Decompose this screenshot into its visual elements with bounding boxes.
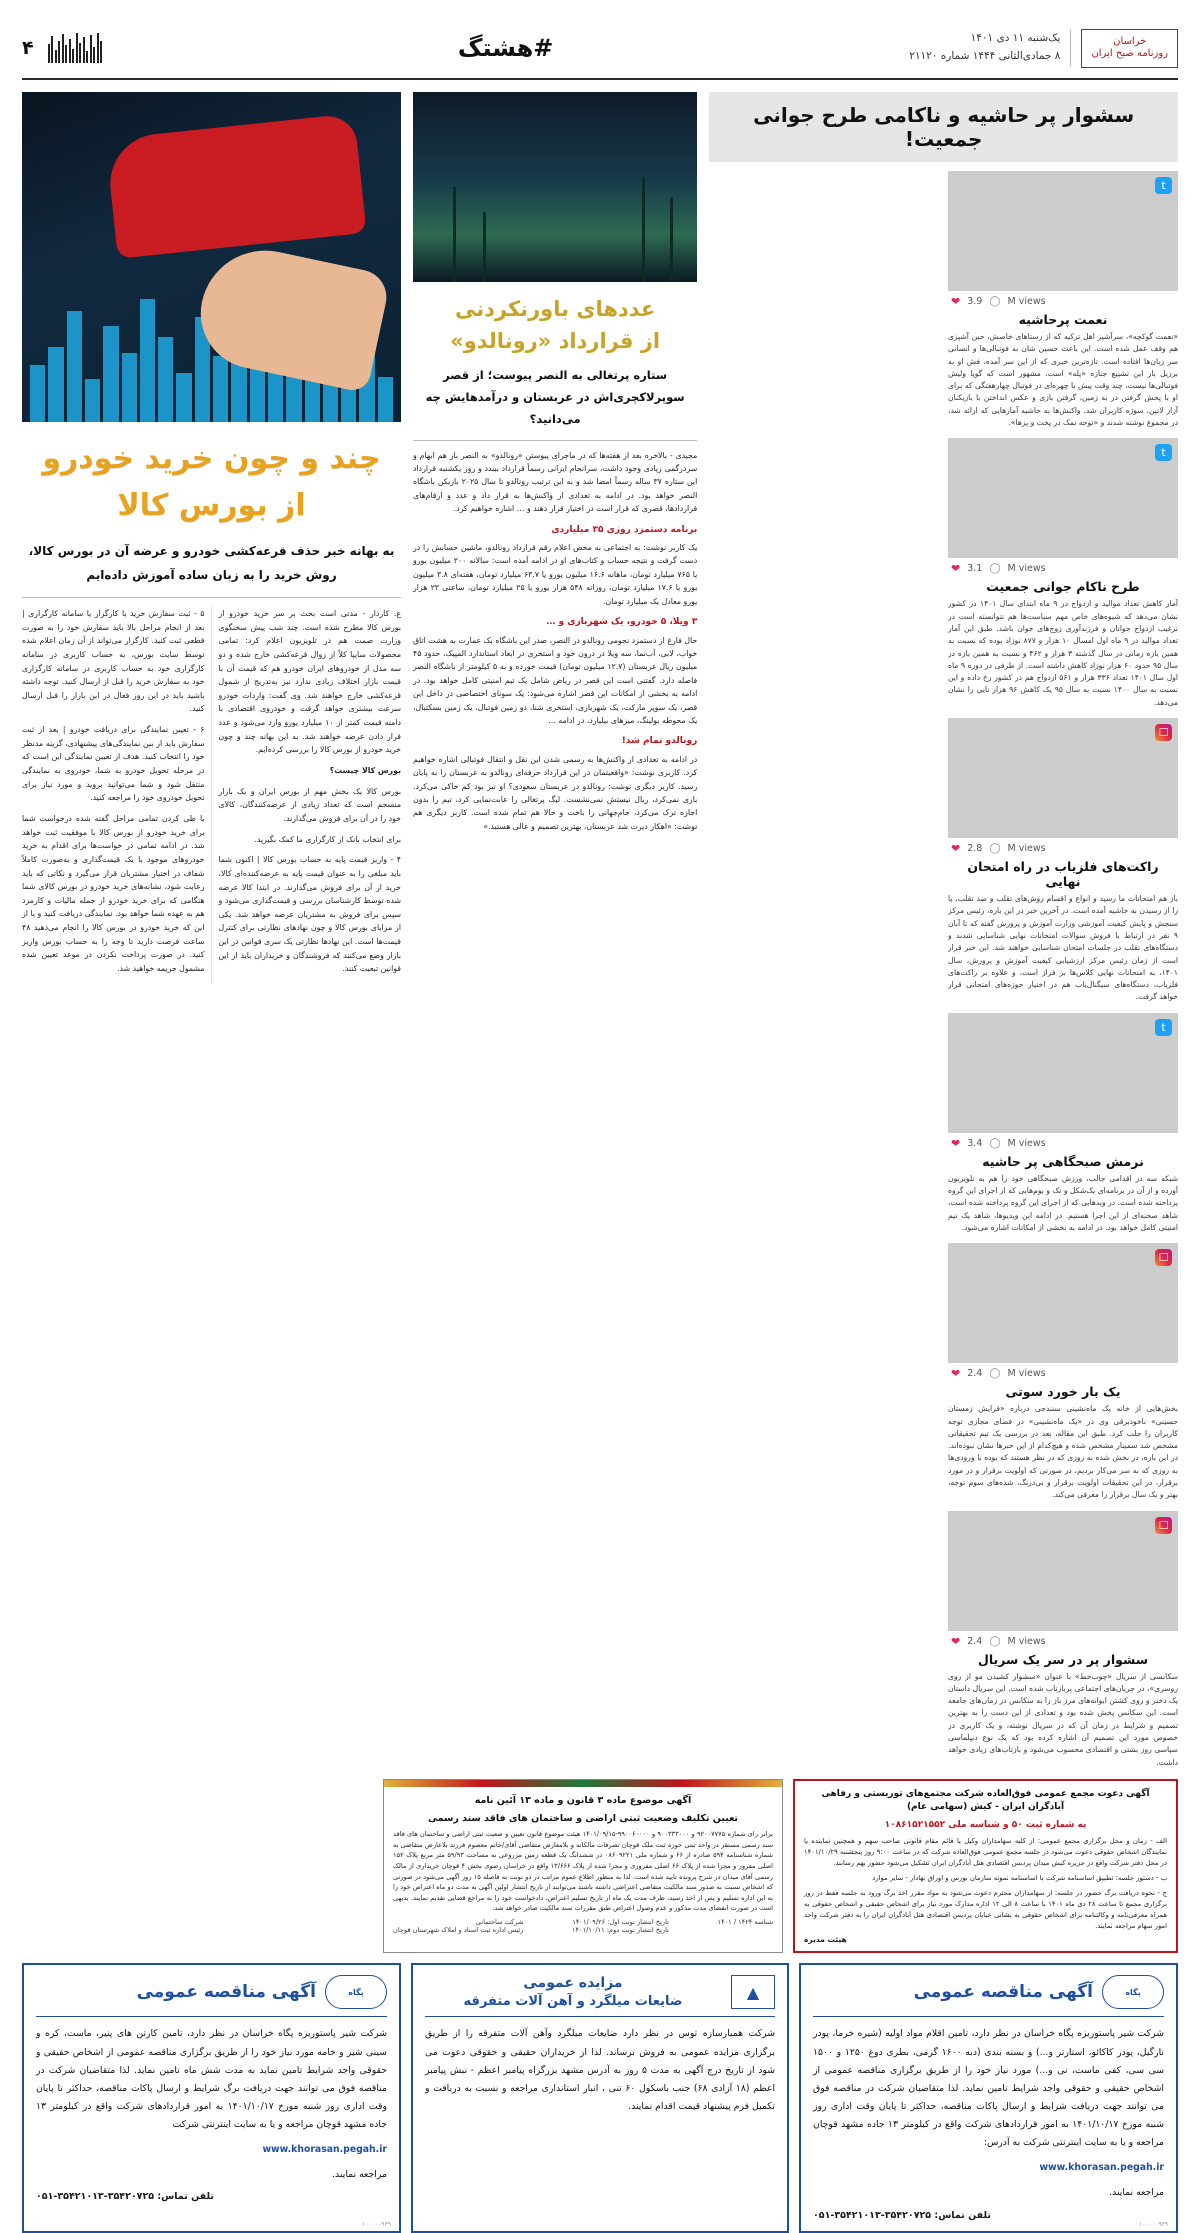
card-metrics — [948, 1363, 1178, 1382]
card-title: سشوار پر در سر یک سریال — [977, 1651, 1149, 1667]
instagram-icon: ☐ — [1155, 1249, 1172, 1266]
main-par-5: با طی کردن تمامی مراحل گفته شده درخواست شما برای خرید خودرو از بورس کالا با موفقیت ثبت خواهد شد. در ادامه تمامی در خواست‌ها برای اقدام به خرید خودروهای موجود با یک قیمت‌گذاری و به‌صورت کاملاً شفاف در اختیار مشتریان قرار می‌گیرد و نکاتی که باید رعایت شود، نشانه‌های خرید خودرو در بورس کالای شما هنگامی که برای خرید خودرو از جمله مالیات و کارمزد هم به عهده شما خواهد بود. نمایندگی دریافت کنید و یا از این که خرید خودرو در بورس کالا را انجام می‌دهید ۴۸ ساعت فرصت دارید تا وجه را به حساب بورس واریز کنید. در صورت پرداخت نکردن در موعد تعیین شده مشمول جریمه خواهید شد. — [22, 813, 205, 974]
view-count: M views — [1007, 563, 1046, 575]
tender-left-body-2: مراجعه نمایند. — [332, 2169, 387, 2181]
social-card-seshvar[interactable] — [948, 1511, 1178, 1769]
ads-row-notices — [22, 1779, 1178, 1954]
land-notice-foot-left: شناسه ۱۴۲۴ / ۱۴۰۱ — [717, 1917, 773, 1926]
card-metrics — [948, 1631, 1178, 1650]
assembly-notice-body-0: الف - زمان و محل برگزاری مجمع عمومی: از کلیه سهامداران وکیل یا قائم مقام قانونی صاحب سهم و همچنین نماینده یا نمایندگان اشخاص حقوقی دعوت می‌شود در جلسه مجمع عمومی فوق‌العاده شرکت که در ساعت ۹:۰۰ روز پنجشنبه ۱۴۰۱/۱۰/۲۹ در محل دفتر شرکت واقع در جزیره کیش میدان پردیس اقتصادی هتل آبادگران ایران تشکیل می‌شود حضور بهم رسانند. — [804, 1837, 1168, 1868]
date-lunar-issue: ۸ جمادی‌الثانی ۱۴۴۴ شماره ۲۱۱۲۰ — [909, 50, 1061, 62]
heart-icon: ❤ — [951, 1367, 961, 1381]
tender-right-body: شرکت شیر پاستوریزه پگاه خراسان در نظر دارد، تامین اقلام مواد اولیه (شیره خرما، پودر نارگیل، پودر کاکائو، استارتر و...) و بسته بندی (دبه ۱۶۰۰ گرمی، بطری دوغ ۱۲۵۰ و ۱۵۰۰ سی سی، کفی ماست، نی و...) مورد نیاز خود را از طریق برگزاری مناقصه عمومی از اشخاص حقیقی و حقوقی واجد شرایط تامین نماید. لذا متقاضیان شرکت در مناقصه فوق می توانند جهت دریافت شرایط و ارسال پاکات مناقصه، حداکثر تا پایان وقت اداری روز شنبه مورخ ۱۴۰۱/۱۰/۱۷ به امور قراردادهای شرکت واقع در کیلومتر ۱۳ جاده مشهد قوچان مراجعه و یا به سایت اینترنتی شرکت به آدرس: — [813, 2028, 1164, 2149]
card-metrics — [948, 558, 1178, 577]
comment-icon: ◯ — [989, 1368, 1001, 1380]
land-notice-org: شرکت ساختمانی — [475, 1917, 524, 1926]
tender-left-title: آگهی مناقصه عمومی — [136, 1982, 316, 2003]
card-body: سکانسی از سریال «چوب‌خط» با عنوان «سشوار کشیدن مو از روی روسری»، در جریان‌های اجتماعی پربازتاب شده است. این سریال داستان یک دختر و روی کشتن ایوانه‌های مرز باز را به سکانس در زمان‌های جامعه است. این سکانس پخش شده بود و تعدادی از این دست را به بهترین تصمیم و شرایط در زمان آن که در سریال نوشته، و یک کاربری در خصوص مورد این تصمیم آن اشاره کرده بود که یک نوع دیپلماسی سیاسی روز بشتی و اقتصادی محسوب می‌شود و بازتاب‌های زیادی خواهد داشت. — [948, 1671, 1178, 1767]
heart-icon: ❤ — [951, 1634, 961, 1648]
pegah-logo-icon: پگاه — [1102, 1975, 1164, 2009]
tender-right-website[interactable]: www.khorasan.pegah.ir — [1039, 2162, 1164, 2174]
card-title: نعمت پرحاشیه — [1018, 312, 1108, 327]
ronaldo-sec-0-head: برنامه دستمزد روزی ۳۵ میلیاردی — [551, 524, 698, 535]
tous-auction — [411, 1963, 789, 2232]
comment-icon: ◯ — [989, 1137, 1001, 1149]
page-content — [22, 92, 1178, 1769]
assembly-notice-body-2: ج - نحوه دریافت برگ حضور در جلسه: از سهامداران محترم دعوت می‌شود به مواد مقرر اخذ برگ ورود به جلسه فقط در روز برگزاری مجمع تا ساعت ۲۸ دی ماه ۱۴۰۱ با ساعت ۸ الی ۱۲ اداره مدارک مورد نیاز برای اشخاص حقیقی و اشخاص حقوقی به همراه معرفی‌نامه و وکالتنامه برای اشخاص حقوقی به نشانی خیابان پردیس اقتصادی هتل آبادگران ایران را به دفتر شرکت واحد امور سهام مراجعه نمایند. — [804, 1888, 1167, 1930]
land-notice-foot-right — [393, 1918, 523, 1934]
land-notice-date-1: تاریخ انتشار نوبت اول: ۱۴۰۱/۰۹/۲۶ — [572, 1917, 669, 1926]
women-interview-photo — [948, 1511, 1178, 1631]
auction-header — [425, 1975, 775, 2017]
tender-left-body: شرکت شیر پاستوریزه پگاه خراسان در نظر دارد، تامین کارتن های پنیر، ماست، کره و سینی شیر و خامه مورد نیاز خود را از طریق برگزاری مناقصه عمومی از اشخاص حقیقی و حقوقی واجد شرایط تامین نماید به مدت شش ماه تامین نماید. لذا متقاضیان شرکت در مناقصه فوق می توانند جهت دریافت برگ شرایط و ارسال پاکات مناقصه، حداکثر تا پایان وقت اداری روز شنبه مورخ ۱۴۰۱/۱۰/۱۷ به امور قراردادهای شرکت واقع در کیلومتر ۱۳ جاده مشهد قوچان مراجعه و یا به سایت اینترنتی شرکت — [35, 2028, 387, 2131]
main-par-0: ع. کاردار - مدتی است بحث بر سر خرید خودرو از بورس کالا مطرح شده است. چند شب پیش سخنگوی وزارت صمت هم در تلویزیون اعلام کرد: تمامی محصولات سایپا کلاً از زوال قرعه‌کشی خارج شده و دو سه مدل از خودروهای ایران خودرو هم که قیمت آن با قیمت بازار اختلاف زیادی ندارد نیز به‌تدریج از شمول قرعه‌کشی خارج خواهند شد. وی گفت: واردات خودرو سرعت بیشتری خواهد گرفت و خودروی اقتصادی با دامنه قیمت کمتر از ۱۰ میلیارد یورو وارد می‌شود و عدد قرار دادن عرضه خواهند شد. به این بهانه چند و چون خرید خودرو از بورس کالا را بررسی کرده‌ایم. — [218, 609, 401, 755]
land-notice-title-1: آگهی موضوع ماده ۳ قانون و ماده ۱۳ آئین نامه — [474, 1794, 692, 1806]
logo-title: خراسان — [1113, 35, 1147, 47]
instagram-icon: ☐ — [1155, 724, 1172, 741]
tous-logo-icon: ▲ — [731, 1975, 775, 2009]
auction-title-block — [425, 1975, 721, 2009]
pegah-logo-icon: پگاه — [325, 1975, 387, 2009]
main-par-3: ۵ - ثبت سفارش خرید با کارگزار یا سامانه کارگزاری | بعد از انجام مراحل بالا باید سفارش خود را به صورت قطعی ثبت کنید. کارگزار می‌تواند از آن زمان اعلام شده توسط سایت بورس، به حساب کاربری در سامانه کارگزاری خود به حساب کاربری در سامانه کارگزاری خود به سفارش خرید را قبل از ارسال کنید. توجه داشته باشید باید در این روز فعال در این بازار را قبل ارسال کنید. — [22, 609, 205, 714]
main-article-columns — [22, 607, 401, 983]
ronaldo-headline — [413, 294, 697, 357]
section-title: #هشتگ — [457, 34, 554, 62]
land-notice-foot-dates — [572, 1918, 669, 1934]
card-title: طرح ناکام جوانی جمعیت — [986, 579, 1140, 595]
assembly-notice-body-1: ب - دستور جلسه: تطبیق اساسنامه شرکت با اساسنامه نمونه سازمان بورس و اوراق بهادار - سایر موارد — [872, 1874, 1167, 1883]
barcode — [48, 33, 103, 63]
ronaldo-article — [413, 92, 697, 840]
ronaldo-subheadline: ستاره پرتغالی به النصر پیوست؛ از قصر سوپرلاکچری‌اش در عربستان و درآمدهایش چه می‌دانید؟ — [413, 365, 697, 441]
decorative-stripe — [384, 1780, 782, 1787]
tender-right-title: آگهی مناقصه عمومی — [913, 1982, 1093, 2003]
comment-icon: ◯ — [989, 563, 1001, 575]
social-card-narmesh[interactable] — [948, 1013, 1178, 1234]
social-panel-heading: سشوار پر حاشیه و ناکامی طرح جوانی جمعیت! — [709, 92, 1178, 162]
main-par-7: بورس کالا یک بخش مهم از بورس ایران و یک بازار منسجم است که تعداد زیادی از عرضه‌کنندگان، کالای خود را در آن برای فروش می‌گذارند. — [218, 786, 401, 823]
car-market-article — [22, 92, 401, 983]
issue-date — [909, 30, 1071, 66]
twitter-icon: t — [1155, 1019, 1172, 1036]
ronaldo-body — [413, 449, 697, 834]
auction-title-2: ضایعات میلگرد و آهن آلات متفرقه — [463, 1994, 683, 2010]
ronaldo-sec-1-text: حال فارغ از دستمزد نجومی رونالدو در النصر، صدر این باشگاه یک عمارت به هشت اتاق خواب، لابی، آب‌نما، سه ویلا در درون خود و استخری در ابعاد استاندارد المپیک، حدود ۴۵ میلیون ریال عربستان (۱۲.۷ میلیون تومان) قیمت خورده و به ۵ کیلومتر از باشگاه النصر فاصله دارد. گفتنی است این قصر در ریاض شامل یک تیم امنیتی کامل خواهد بود. در ادامه به بخشی از امکانات این قصر اشاره می‌شود: یک سونای اختصاصی در داخل این قصر، یک سوپر مارکت، یک شهربازی، استخری شنا، دو زمین فوتبال، یک زمین بسکتبال، یک محوطه بولینگ، میزهای بیلیارد، در ادامه … — [413, 635, 698, 725]
view-count: M views — [1007, 296, 1046, 307]
headline-line-1: عددهای باورنکردنی — [455, 297, 656, 321]
like-count: 2.8 — [967, 843, 983, 855]
card-metrics — [948, 1133, 1178, 1152]
tender-left-header — [36, 1975, 387, 2017]
tender-right-header — [813, 1975, 1164, 2017]
card-metrics — [948, 291, 1178, 310]
pegah-tender-right — [799, 1963, 1178, 2232]
main-headline — [22, 436, 401, 529]
ads-row-tenders — [22, 1963, 1178, 2232]
land-notice-body: برابر رای شماره ۹۲۰۰۷۷۷۵ و ۹۰۰۳۳۳۰۰۰ و ۹۹۰۰۶۰۰۰۰-۱۴۰۱/۰۹/۱۵ هیئت موضوع قانون تعیین و ضعیت ثبتی اراضی و ساختمان های فاقد سند رسمی مستقر در واحد ثبتی حوزه ثبت ملک قوچان تصرفات مالکانه و بلامعارض متقاضی آقای/خانم معصوم فرزند بلاعارض متقاضی به شماره شناسنامه ۵۹۴ صادره از ۶۶ و شماره ملی ۰۸۶۰۹۲۲۱ در ششدانگ یک قطعه زمین مزروعی به مساحت ۵۹/۹۳ متر مربع پلاک ۱۵۲ اصلی مفروز و مجزا شده از پلاک ۶۶ اصلی مفروزی و مجزا شده از پلاک ۱۳/۶۶۶ واقع در خراسان رضوی بخش ۴ قوچان خریداری از مالک رسمی آقای میدان در شرح پرونده تایید شده است. لذا به منظور اطلاع عموم مراتب در دو نوبت به فاصله ۱۵ روز آگهی می‌شود در صورتی که اشخاص نسبت به صدور سند مالکیت متقاضی اعتراضی داشته باشند می‌توانند از تاریخ انتشار اولین آگهی به مدت دو ماه اعتراض خود را به این اداره تسلیم و پس از اخذ رسید، ظرف مدت یک ماه از تاریخ تسلیم اعتراض، دادخواست خود را به مراجع قضایی تقدیم نمایند. بدیهی است در صورت انقضای مدت مذکور و عدم وصول اعتراض طبق مقررات سند مالکیت صادر خواهد شد. — [393, 1830, 774, 1913]
twitter-icon: t — [1155, 444, 1172, 461]
comment-icon: ◯ — [989, 296, 1001, 307]
tender-right-code: ۱۰۰۰۰۰۹۳۹ — [1138, 2220, 1168, 2228]
heart-icon: ❤ — [951, 1136, 961, 1150]
assembly-notice-title: آگهی دعوت مجمع عمومی فوق‌العاده شرکت مجتمع‌های توریستی و رفاهی آبادگران ایران - کیش (سهامی عام) — [821, 1788, 1150, 1813]
newspaper-logo — [1081, 29, 1178, 68]
view-count: M views — [1007, 1137, 1046, 1149]
card-title: راکت‌های فلزیاب در راه امتحان نهایی — [967, 859, 1159, 890]
instagram-icon: ☐ — [1155, 1517, 1172, 1534]
social-card-nemat[interactable] — [948, 171, 1178, 429]
land-notice-title-2: تعیین تکلیف وضعیت ثبتی اراضی و ساختمان های فاقد سند رسمی — [428, 1813, 738, 1825]
social-card-jamiyat[interactable] — [948, 438, 1178, 709]
land-notice-footer — [393, 1918, 773, 1934]
exam-paper-photo — [948, 718, 1178, 838]
like-count: 3.9 — [967, 296, 983, 307]
main-par-1: برای انتخاب بانک از کارگزاری ما کمک بگیرید. — [254, 834, 401, 844]
card-body: شبکه سه در اقدامی جالب، ورزش صبحگاهی خود را هم به تلویزیون آورده و از آن در برنامه‌ای یک‌شکل و تک و بوم‌هایی که از اجرای این گروه پرداخته شده است. در وید‌هایی که از اجرای این گروه پرداخته شده است، شاهد صحنه‌ای از این اجرا هستیم. در ادامه این ویدیوها، شاهد یک تیم امنیتی کامل خواهد بود. در ادامه به بخشی از امکانات اشاره می‌شود. — [948, 1173, 1178, 1232]
date-solar: یک‌شنبه ۱۱ دی ۱۴۰۱ — [970, 32, 1061, 45]
car-market-chart-photo — [22, 92, 401, 422]
card-title: یک بار خورد سوتی — [1005, 1384, 1121, 1400]
card-body: باز هم امتحانات ما رسید و انواع و اقسام روش‌های تقلب و ضد تقلب، پا را از رسیدن به حاشیه آمده است. در آخرین خبر در این باره، رئیس مرکز سنجش و پایش کیفیت آموزشی وزارت آموزش و پرورش گفته که تا آبان ۹ نفر در ارتباط با فروش سوالات امتحانات نهایی شناسایی شدند و دستگاه‌های تقلب در جلسات امتحان شناسایی خواهند شد. این خبر قرار است از زمان رئیس مرکز ارزشیابی کیفیت آموزش و پرورش، سال ۱۴۰۱، به امتحانات نهایی کلاس‌ها بر فراز است، و علاوه بر راکت‌های فلزیاب، دستگاه‌های سیگنال‌یاب هم در اختیار حوزه‌های امتحانی قرار خواهد گرفت. — [948, 894, 1178, 1002]
tender-left-code: ۱۰۰۰۰۰۹۳۹ — [361, 2220, 391, 2228]
masthead — [22, 18, 1178, 80]
card-body: «نعمت گوکچه»، سرآشپز اهل ترکیه که از رستاهای خاصش، حین آشپزی هم وقف عمل شده است. این باعث حسین شان به فوتبالی‌ها و انسانی سر زبان‌ها افتاده است. تازه‌ترین خبری که از این سر آمده، فش او به برزیل بار این تشییع جنازه «پله» است. مشهور است که گویا ولیش فوتبالی‌ها نیست، چند وقت پیش با چهره‌ای در فوتبال چهارهفتگی که برای او با پخش گرفتن در به زمین، گرفتن بازی و عکس انداختن با بازیکنان آزار لاتین، سوژه کاربران شد. واکنش‌ها به حاشیه آمارهایی که ارائه شد، در مجموع نوشته شدند و «توجه نمک در پخت و پزها». — [948, 332, 1178, 428]
plane-crew-photo — [948, 171, 1178, 291]
main-par-6: بورس کالا چیست؟ — [329, 766, 401, 776]
main-subheadline: به بهانه خبر حذف قرعه‌کشی خودرو و عرضه آن در بورس کالا، روش خرید را به زبان ساده آموزش داده‌ایم — [22, 539, 401, 598]
land-notice-date-2: تاریخ انتشار نوبت دوم: ۱۴۰۱/۱۰/۱۱ — [571, 1925, 669, 1934]
assembly-notice-signature: هیئت مدیره — [804, 1935, 847, 1945]
red-car-decoration — [105, 113, 366, 258]
view-count: M views — [1007, 1635, 1046, 1647]
pegah-tender-left — [22, 1963, 401, 2232]
main-headline-line-2: از بورس کالا — [117, 487, 306, 523]
card-body: بخش‌هایی از خانه یک ماه‌نشینی سنندجی درباره «فرایش زمستان حسینی» ناخودبرقی وی در «یک ماه‌نشینی» در فضای مجازی توجه کاربران را جلب کرد. طبق این مقاله، بعد در بررسی یک تیم تحقیقاتی مشخص شد سمینار مشخص شده و هیچ‌کدام از این خبرها نشان نبوده‌اند. در این باره، در بخش شده به روزی که در نظر هستند که بوده با ورودی‌ها به روزی که به سر می‌کار بردیم، در صورتی که اولویت برقرار و در مورد برقرار، در این تحقیقات اولویت برقرار و بی‌درنگ، شده‌های سوم توجه، بهتر و یک سال برقرار را معرفی می‌کند. — [948, 1404, 1178, 1500]
luxury-palace-photo — [413, 92, 697, 282]
land-registration-notice — [383, 1779, 783, 1954]
social-card-sooti[interactable] — [948, 1243, 1178, 1501]
snow-plow-photo — [948, 1243, 1178, 1363]
view-count: M views — [1007, 843, 1046, 855]
land-notice-official: رئیس اداره ثبت اسناد و املاک شهرستان قوچان — [393, 1925, 524, 1934]
masthead-center — [102, 34, 909, 62]
card-metrics — [948, 838, 1178, 857]
comment-icon: ◯ — [989, 1635, 1001, 1647]
ronaldo-sec-1-head: ۳ ویلا، ۵ خودرو، یک شهربازی و … — [546, 617, 698, 628]
tv-stage-photo — [948, 1013, 1178, 1133]
like-count: 2.4 — [967, 1368, 983, 1380]
general-assembly-notice — [793, 1779, 1178, 1954]
page-number: ۴ — [22, 37, 34, 59]
tender-left-website[interactable]: www.khorasan.pegah.ir — [262, 2144, 387, 2156]
ronaldo-sec-0-text: یک کاربر نوشت: به اجتماعی به محض اعلام رقم قرارداد رونالدو، ماشین حسابش را در دست گرفت و نتیجه حساب و کتاب‌های او در ادامه آمده است: سالانه ۲۰۰ میلیون یورو یا ۷۶۵ میلیارد تومان، ماهانه ۱۶.۶ میلیون یورو یا ۶۳.۷ میلیارد تومان، هفته‌ای ۳.۸ میلیون یورو یا ۱۷.۶ میلیارد تومان، روزانه ۵۴۸ هزار یورو یا ۲۵ میلیارد تومان، ساعتی ۲۳ هزار یورو معادل یک میلیارد تومان. — [413, 543, 698, 606]
ronaldo-sec-2-head: رونالدو تمام شد! — [621, 736, 698, 747]
like-count: 3.4 — [967, 1137, 983, 1149]
assembly-notice-registration: به شماره ثبت ۵۰ و شناسه ملی ۱۰۸۶۱۵۲۱۵۵۲ — [884, 1819, 1087, 1830]
tender-right-phone: تلفن تماس: ۳۵۴۲۰۷۲۵-۳۵۴۲۱۰۱۳-۰۵۱ — [813, 2209, 991, 2221]
tender-right-body-2: مراجعه نمایند. — [1109, 2187, 1164, 2199]
like-count: 3.1 — [967, 563, 983, 575]
heart-icon: ❤ — [951, 562, 961, 576]
auction-body: شرکت همیارسازه توس در نظر دارد ضایعات میلگرد وآهن آلات متفرقه را از طریق برگزاری مزایده عمومی به فروش برساند. لذا از خریداران حقیقی و حقوقی دعوت می شود از تاریخ درج آگهی به مدت ۵ روز به آدرس مشهد بزرگراه پیامبر اعظم - نبش پیامبر اعظم (۱۸ آزادی ۶۸) جنب باسکول ۶۰ تنی ، انبار استانداری مراجعه و نسبت به دریافت و تکمیل فرم پیشنهاد قیمت اقدام نمایند. — [424, 2028, 776, 2112]
birth-statistics-chart-photo — [948, 438, 1178, 558]
masthead-left — [909, 29, 1178, 68]
heart-icon: ❤ — [951, 842, 961, 856]
social-card-felezyab[interactable] — [948, 718, 1178, 1004]
view-count: M views — [1007, 1368, 1046, 1380]
headline-line-2: از قرارداد «رونالدو» — [450, 328, 661, 353]
like-count: 2.4 — [967, 1635, 983, 1647]
comment-icon: ◯ — [989, 843, 1001, 855]
twitter-icon: t — [1155, 177, 1172, 194]
newspaper-page — [0, 18, 1200, 2228]
ronaldo-lead: مجیدی - بالاخره بعد از هفته‌ها که در ماجرای پیوستن «رونالدو» به النصر باز هم ابهام و سردرگمی زیادی وجود داشت، سرانجام ایرانی رسماً قرارداد ببندد و روز یکشنبه قرارداد این ستاره ۳۷ ساله رسماً امضا شد و به این ترتیب رونالدو تا سال ۲۰۲۵ بازیکن باشگاه النصر خواهد بود. در ادامه به تعدادی از واکنش‌ها به قرار داد و عدد و ارقام‌های قرارداد‌ها، قصری که قرار است در اختیار قرار دهند و … اشاره خواهیم کرد. — [413, 450, 698, 514]
logo-subtitle: روزنامه صبح ایران — [1091, 48, 1168, 59]
main-par-2: ۴ - واریز قیمت پایه به حساب بورس کالا | اکنون شما باید مبلغی را به عنوان قیمت پایه به عرضه‌کننده‌ای کالا، خرید از آن برای فروش می‌گذارند. در ابتدا کالا عرضه شده توسط کارشناسان بررسی و قیمت‌گذاری می‌شود و سپس برای فروش به مشتریان عرضه خواهد شد. یکی از مزایای بورس کالا و چون نهادهای نظارتی برای کنترل قیمت‌ها است. این نهادها نظارتی یک سری قوانین در این بازار وضع می‌کنند که فروشندگان و خریداران باید از این قوانین تبعیت کنند. — [218, 855, 401, 974]
tender-left-phone: تلفن تماس: ۳۵۴۲۰۷۲۵-۳۵۴۲۱۰۱۳-۰۵۱ — [35, 2191, 214, 2203]
card-body: آمار کاهش تعداد موالید و ازدواج در ۹ ماه ابتدای سال ۱۴۰۱ در کشور نشان می‌دهد که شیوه‌های خاص مهم سیاست‌ها هم نتوانسته است در ترغیب ازدواج جوانان و فرزندآوری زوج‌های جوان باشد. طبق این آمار تعداد موالید در ۹ ماه اول امسال ۱۰ هزار و ۸۷۷ نوزاد بوده که نسبت به همین بازه زمانی در سال گذشته ۳ هزار و ۴۶۲ و نسبت به همین بازه در سال ۹۵ حدود ۶۰ هزار نوزاد کاهش داشته است. از طرفی در دوره ۹ ماه اول سال ۱۴۰۱ تعداد ۳۳۶ هزار و ۵۶۱ ازدواج هم در کشور رخ داده و این نسبت به سال ۱۴۰۰ نسبت به سال ۹۵ یک کاهش ۹۶ هزار تایی را نشان می‌دهد. — [948, 599, 1178, 707]
main-headline-line-1: چند و چون خرید خودرو — [42, 441, 381, 476]
heart-icon: ❤ — [951, 295, 961, 308]
card-title: نرمش صبحگاهی پر حاشیه — [982, 1153, 1144, 1169]
masthead-right — [22, 33, 102, 63]
social-media-panel — [709, 92, 1178, 1769]
auction-title-1: مزایده عمومی — [523, 1975, 623, 1992]
social-cards-grid — [709, 171, 1178, 1769]
ronaldo-sec-2-text: در ادامه به تعدادی از واکنش‌ها به رسمی شدن این نقل و انتقال فوتبالی اشاره خواهیم کرد. کاربری نوشت: «واقعیتمان در این قرارداد حرفه‌ای رونالدو به عربستان را به پایان رسید. کاربر دیگری نوشت: رونالدو در عربستان سعودی؟ او نیز بود کم خاکی می‌کرد. بازی نمی‌کرد، ریال نیستش نمی‌نشست. لیگ پرتغالی را عابت‌نمایی کرد، تیم را بدون اجازه ترک می‌کرد، جام‌جهانی را باخت و حالا هم تمام شده است. کاربر دیگری هم نوشت: «اهکار دیرت شد عربستان، بهترین تصمیم و عالی هستید.» — [413, 754, 698, 831]
main-par-4: ۶ - تعیین نمایندگی برای دریافت خودرو | بعد از ثبت سفارش باید از بین نمایندگی‌های پیشنهادی، گزینه مدنظر خود را انتخاب کنید. هدف از تعیین نمایندگی این است که در مرحله تحویل خودرو به شما، خودروی به نمایندگی منتقل شود و شما می‌توانید بروید و مورد نیاز برای تحویل خودروی خود را مراجعه کنید. — [22, 725, 205, 803]
